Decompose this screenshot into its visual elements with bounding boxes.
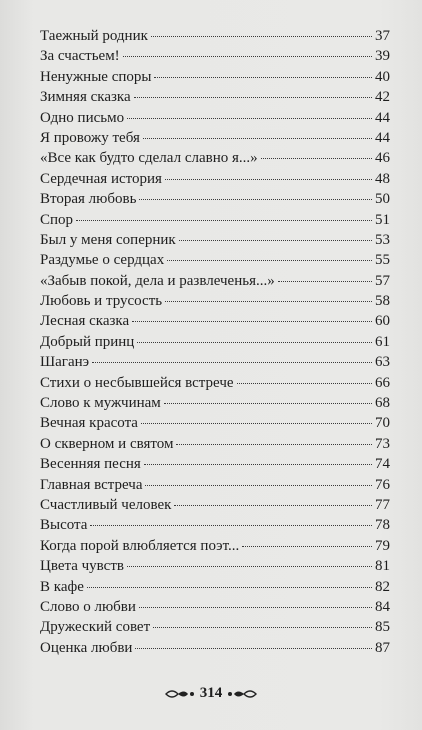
toc-entry <box>40 46 390 66</box>
leader-dots <box>174 505 372 506</box>
toc-entry-title: Был у меня соперник <box>40 231 176 248</box>
toc-entry-title: Таежный родник <box>40 28 148 44</box>
toc-entry <box>40 617 390 637</box>
toc-entry-title: Вечная красота <box>40 415 138 432</box>
toc-entry-page: 87 <box>375 639 390 656</box>
toc-entry <box>40 597 390 617</box>
left-ornament-icon <box>164 687 196 701</box>
leader-dots <box>87 587 372 588</box>
leader-dots <box>167 260 372 261</box>
page-number: 314 <box>199 685 223 701</box>
toc-entry-page: 63 <box>375 354 390 371</box>
leader-dots <box>165 301 372 302</box>
toc-entry-title: Шаганэ <box>40 354 90 371</box>
toc-entry <box>40 495 390 515</box>
toc-entry-title: Цвета чувств <box>40 558 124 575</box>
toc-entry-page: 68 <box>375 395 390 412</box>
toc-entry-page: 82 <box>375 578 390 595</box>
toc-entry-title: Оценка любви <box>40 639 133 656</box>
toc-entry-title: Стихи о несбывшейся встрече <box>40 374 234 391</box>
leader-dots <box>165 179 372 180</box>
toc-entry-title: В кафе <box>40 578 84 595</box>
toc-entry-page: 81 <box>375 558 390 575</box>
toc-entry-title: Главная встреча <box>40 476 143 493</box>
leader-dots <box>92 362 372 363</box>
toc-entry <box>40 210 390 230</box>
toc-entry-title: Вторая любовь <box>40 191 137 208</box>
toc-entry-title: Ненужные споры <box>40 68 152 85</box>
toc-entry <box>40 332 390 352</box>
leader-dots <box>145 485 372 486</box>
toc-entry <box>40 87 390 107</box>
toc-entry <box>40 67 390 87</box>
toc-entry-title: Я провожу тебя <box>40 129 140 146</box>
leader-dots <box>127 118 372 119</box>
leader-dots <box>151 36 372 37</box>
toc-entry-page: 61 <box>375 333 390 350</box>
toc-entry <box>40 271 390 291</box>
right-ornament-icon <box>226 687 258 701</box>
toc-entry-page: 55 <box>375 252 390 269</box>
leader-dots <box>237 383 372 384</box>
leader-dots <box>144 464 372 465</box>
toc-entry-page: 85 <box>375 619 390 636</box>
toc-entry-page: 39 <box>375 48 390 65</box>
leader-dots <box>134 97 372 98</box>
toc-entry-page: 53 <box>375 231 390 248</box>
toc-entry-page: 40 <box>375 68 390 85</box>
toc-entry-page: 60 <box>375 313 390 330</box>
toc-entry-title: «Забыв покой, дела и развлеченья...» <box>40 272 275 289</box>
toc-entry-title: Сердечная история <box>40 170 162 187</box>
toc-entry-page: 51 <box>375 211 390 228</box>
toc-entry-page: 57 <box>375 272 390 289</box>
toc-entry-title: Слово о любви <box>40 598 136 615</box>
toc-entry-title: Весенняя песня <box>40 456 141 473</box>
leader-dots <box>164 403 372 404</box>
toc-entry-page: 37 <box>375 28 390 44</box>
toc-entry-title: Добрый принц <box>40 333 135 350</box>
toc-entry-page: 77 <box>375 496 390 513</box>
toc-entry <box>40 148 390 168</box>
toc-entry <box>40 475 390 495</box>
toc-entry <box>40 577 390 597</box>
leader-dots <box>139 199 372 200</box>
toc-entry-title: Счастливый человек <box>40 496 172 513</box>
toc-entry-title: Любовь и трусость <box>40 293 163 310</box>
leader-dots <box>76 220 372 221</box>
toc-entry <box>40 250 390 270</box>
leader-dots <box>261 158 372 159</box>
toc-entry <box>40 169 390 189</box>
toc-entry-title: За счастьем! <box>40 48 120 65</box>
leader-dots <box>143 138 372 139</box>
leader-dots <box>132 321 372 322</box>
toc-entry-page: 78 <box>375 517 390 534</box>
leader-dots <box>135 648 372 649</box>
leader-dots <box>179 240 372 241</box>
toc-entry <box>40 373 390 393</box>
toc-entry <box>40 352 390 372</box>
toc-entry-title: Зимняя сказка <box>40 89 131 106</box>
toc-entry <box>40 311 390 331</box>
toc-entry <box>40 638 390 658</box>
toc-entry-page: 66 <box>375 374 390 391</box>
toc-entry-page: 44 <box>375 129 390 146</box>
toc-entry-title: Дружеский совет <box>40 619 151 636</box>
toc-entry-page: 76 <box>375 476 390 493</box>
leader-dots <box>278 281 372 282</box>
toc-entry-page: 50 <box>375 191 390 208</box>
leader-dots <box>139 607 372 608</box>
toc-entry <box>40 291 390 311</box>
leader-dots <box>153 627 372 628</box>
leader-dots <box>242 546 372 547</box>
toc-entry-page: 46 <box>375 150 390 167</box>
toc-entry <box>40 128 390 148</box>
leader-dots <box>137 342 372 343</box>
leader-dots <box>123 56 372 57</box>
toc-entry <box>40 26 390 46</box>
toc-entry-page: 73 <box>375 435 390 452</box>
toc-entry <box>40 515 390 535</box>
toc-entry-title: Одно письмо <box>40 109 125 126</box>
leader-dots <box>141 423 372 424</box>
toc-entry-page: 70 <box>375 415 390 432</box>
toc-entry-page: 44 <box>375 109 390 126</box>
leader-dots <box>176 444 372 445</box>
toc-entry <box>40 556 390 576</box>
toc-entry-page: 58 <box>375 293 390 310</box>
toc-entry <box>40 189 390 209</box>
toc-entry <box>40 536 390 556</box>
toc-entry-title: Лесная сказка <box>40 313 130 330</box>
toc-entry <box>40 230 390 250</box>
toc-entry <box>40 413 390 433</box>
page-footer <box>0 685 422 702</box>
toc-entry-page: 79 <box>375 537 390 554</box>
toc-entry <box>40 434 390 454</box>
toc-entry-title: Спор <box>40 211 74 228</box>
toc-entry-title: «Все как будто сделал славно я...» <box>40 150 258 167</box>
toc-entry-title: О скверном и святом <box>40 435 174 452</box>
toc-entry <box>40 393 390 413</box>
toc-entry-title: Слово к мужчинам <box>40 395 161 412</box>
toc-entry-title: Высота <box>40 517 88 534</box>
toc-entry-page: 74 <box>375 456 390 473</box>
leader-dots <box>127 566 372 567</box>
leader-dots <box>90 525 372 526</box>
toc-entry <box>40 108 390 128</box>
table-of-contents <box>40 26 390 658</box>
toc-entry <box>40 454 390 474</box>
toc-entry-page: 84 <box>375 598 390 615</box>
toc-entry-page: 42 <box>375 89 390 106</box>
toc-entry-title: Когда порой влюбляется поэт... <box>40 537 240 554</box>
leader-dots <box>154 77 372 78</box>
toc-entry-title: Раздумье о сердцах <box>40 252 165 269</box>
toc-entry-page: 48 <box>375 170 390 187</box>
